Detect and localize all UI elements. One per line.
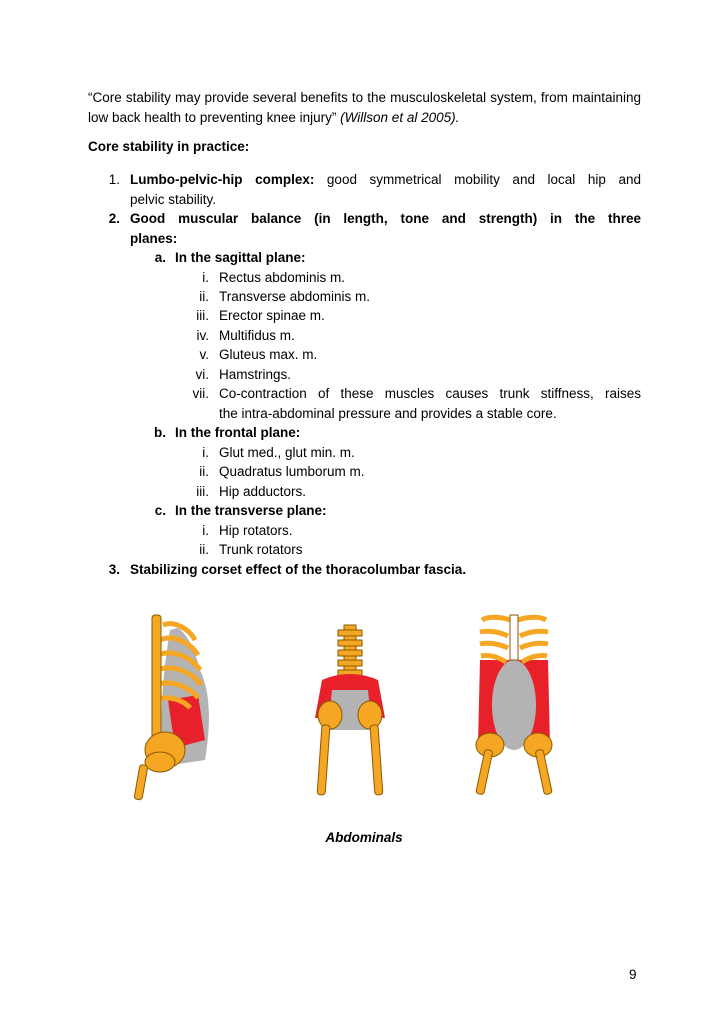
quote-text: “Core stability may provide several benefits to the musculoskeletal system, from maintaining low back health to preventing knee injury” <box>88 90 641 125</box>
item-bold-label: Lumbo-pelvic-hip complex: <box>130 172 315 187</box>
list-item-text: Quadratus lumborum m. <box>219 464 365 479</box>
quote-citation: (Willson et al 2005). <box>340 110 460 125</box>
list-item-text: Glut med., glut min. m. <box>219 445 355 460</box>
abdominals-figure <box>0 600 728 810</box>
list-item-text: Multifidus m. <box>219 328 295 343</box>
list-item-text: Hip rotators. <box>219 523 293 538</box>
roman-numeral: v. <box>199 347 209 362</box>
list-item-text: the intra-abdominal pressure and provides a stable core. <box>219 406 557 421</box>
sublist-label: In the frontal plane: <box>175 425 301 440</box>
sublist-label: In the transverse plane: <box>175 503 327 518</box>
roman-numeral: i. <box>202 523 209 538</box>
list-item-text: Stabilizing corset effect of the thoracolumbar fascia. <box>130 562 467 577</box>
lateral-view-illustration <box>134 615 209 800</box>
sublist-label: In the sagittal plane: <box>175 250 306 265</box>
anterior-view-illustration <box>476 615 553 795</box>
document-page: “Core stability may provide several benefits to the musculoskeletal system, from maintaining low back health to preventing knee injury” (Willson et al 2005). Core stability in practice: 1. Lumbo-pelvic-hip complex: good symmetrical mobility and local hip and pelvic stability. 2. Good muscular balance (in length, tone and strength) in the three planes: a. In the sagittal plane: i. Rectus abdominis m. ii. Transverse abdominis m. iii. Erector spinae m. iv. Multifidus m. v. Gluteus max. m. vi. Hamstrings. vii. Co-contraction of these muscles causes trunk stiffness, raises the intra-abdominal pressure and provides a stable core. b. In the frontal plane: i. Glut med., glut min. m. ii. Quadratus lumborum m. iii. Hip adductors. c. In the transverse plane: i. Hip rotators. ii. Trunk rotators 3. Stabilizing corset effect of the thoracolumbar fascia. Abdominals 9 <box>0 0 728 1031</box>
roman-numeral: ii. <box>199 289 209 304</box>
list-item-text: planes: <box>130 231 178 246</box>
roman-numeral: i. <box>202 270 209 285</box>
page-number: 9 <box>629 967 637 982</box>
list-item-text: Rectus abdominis m. <box>219 270 346 285</box>
roman-numeral: iv. <box>196 328 209 343</box>
list-item-text: Co-contraction of these muscles causes trunk stiffness, raises <box>219 386 641 401</box>
item-text: good symmetrical mobility and local hip and <box>326 172 641 187</box>
roman-numeral: vi. <box>195 367 209 382</box>
list-item-text: Hip adductors. <box>219 484 307 499</box>
list-item-text: pelvic stability. <box>130 192 217 207</box>
roman-numeral: i. <box>202 445 209 460</box>
list-item-text: Hamstrings. <box>219 367 292 382</box>
list-item-text: Transverse abdominis m. <box>219 289 371 304</box>
figure-caption: Abdominals <box>325 830 403 845</box>
roman-numeral: ii. <box>199 542 209 557</box>
posterior-view-illustration <box>315 625 385 795</box>
list-item-text: Erector spinae m. <box>219 308 325 323</box>
roman-numeral: iii. <box>196 308 209 323</box>
anatomy-illustrations <box>0 600 728 810</box>
quote-paragraph <box>88 88 641 128</box>
list-item-text <box>130 170 641 190</box>
list-item-text: Good muscular balance (in length, tone and strength) in the three <box>130 211 641 226</box>
list-item-text: Trunk rotators <box>219 542 303 557</box>
section-heading: Core stability in practice: <box>88 139 250 154</box>
roman-numeral: iii. <box>196 484 209 499</box>
roman-numeral: ii. <box>199 464 209 479</box>
roman-numeral: vii. <box>192 386 209 401</box>
list-item-text: Gluteus max. m. <box>219 347 318 362</box>
